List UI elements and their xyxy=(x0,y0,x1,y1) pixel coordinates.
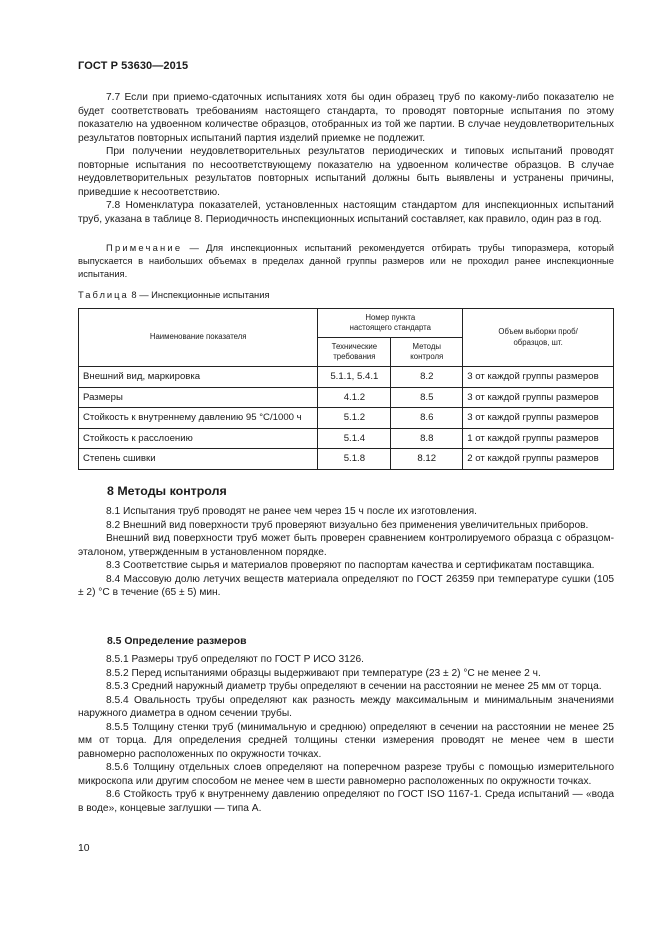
paragraph: 8.5.6 Толщину отдельных слоев определяют на поперечном разрезе трубы с помощью измерительного микроскопа или другим способом не менее чем в шести равномерно расположенных по окружности точках. xyxy=(78,762,614,787)
cell-name: Степень сшивки xyxy=(79,449,318,470)
cell-tech: 5.1.1, 5.4.1 xyxy=(318,367,391,388)
paragraph: 8.5.5 Толщину стенки труб (минимальную и среднюю) определяют в сечении на расстоянии не менее 25 мм от торца. Для определения средней толщины стенки измерения проводят не менее чем в шести равномерно расположенных по окружности точках. xyxy=(78,721,614,760)
cell-method: 8.12 xyxy=(391,449,463,470)
table-caption-label: Таблица xyxy=(78,289,129,300)
cell-volume: 3 от каждой группы размеров xyxy=(463,387,614,408)
header-name: Наименование показателя xyxy=(79,309,318,367)
table-row xyxy=(79,387,614,408)
cell-volume: 2 от каждой группы размеров xyxy=(463,449,614,470)
cell-name: Стойкость к расслоению xyxy=(79,428,318,449)
table-caption xyxy=(78,289,270,300)
table-row xyxy=(79,408,614,429)
paragraph: 8.6 Стойкость труб к внутреннему давлению определяют по ГОСТ ISO 1167-1. Среда испытаний — «вода в воде», концевые заглушки — типа А. xyxy=(78,789,614,814)
paragraph: 7.8 Номенклатура показателей, установленных настоящим стандартом для инспекционных испытаний труб, указана в таблице 8. Периодичность инспекционных испытаний составляет, как правило, один раз в год. xyxy=(78,200,614,225)
paragraph: 8.3 Соответствие сырья и материалов проверяют по паспортам качества и сертификатам поставщика. xyxy=(106,560,595,571)
cell-name: Стойкость к внутреннему давлению 95 °С/1000 ч xyxy=(79,408,318,429)
cell-tech: 5.1.4 xyxy=(318,428,391,449)
note-text: — Для инспекционных испытаний рекомендуется отбирать трубы типоразмера, который выпускается в наибольших объемах в пределах данной группы размеров или не проходил ранее инспекционные испытания. xyxy=(78,242,614,279)
cell-method: 8.6 xyxy=(391,408,463,429)
paragraph: Внешний вид поверхности труб может быть проверен сравнением контролируемого образца с образцом-эталоном, утвержденным в установленном порядке. xyxy=(78,533,614,558)
table-row xyxy=(79,428,614,449)
note xyxy=(78,241,614,280)
paragraph: 8.2 Внешний вид поверхности труб проверяют визуально без применения увеличительных приборов. xyxy=(106,519,589,531)
cell-method: 8.2 xyxy=(391,367,463,388)
paragraph: 8.5.4 Овальность трубы определяют как разность между максимальным и минимальным значениями наружного диаметра в одном сечении трубы. xyxy=(78,694,614,719)
cell-volume: 3 от каждой группы размеров xyxy=(463,367,614,388)
paragraph: 8.5.2 Перед испытаниями образцы выдерживают при температуре (23 ± 2) °С не менее 2 ч. xyxy=(106,667,541,679)
page-number: 10 xyxy=(78,843,90,854)
table-row xyxy=(79,449,614,470)
note-label: Примечание xyxy=(106,242,183,253)
header-item-number: Номер пункта настоящего стандарта xyxy=(318,309,463,338)
header-tech-req: Технические требования xyxy=(318,338,391,367)
inspection-tests-table xyxy=(78,308,614,470)
cell-method: 8.5 xyxy=(391,387,463,408)
table-caption-text: 8 — Инспекционные испытания xyxy=(128,289,270,300)
paragraph: 8.5.1 Размеры труб определяют по ГОСТ Р ИСО 3126. xyxy=(106,654,364,665)
cell-tech: 5.1.8 xyxy=(318,449,391,470)
header-sample-volume: Объем выборки проб/образцов, шт. xyxy=(463,309,614,367)
cell-name: Размеры xyxy=(79,387,318,408)
paragraph: 8.4 Массовую долю летучих веществ материала определяют по ГОСТ 26359 при температуре сушки (105 ± 2) °С в течение (65 ± 5) мин. xyxy=(78,573,614,598)
paragraph: 8.5.3 Средний наружный диаметр трубы определяют в сечении на расстоянии не менее 25 мм от торца. xyxy=(106,681,602,692)
subsection-8-5-text xyxy=(78,653,614,815)
paragraph: При получении неудовлетворительных результатов периодических и типовых испытаний проводят повторные испытания по несоответствующему показателю на удвоенном количестве образцов. В случае неудовлетворительных результатов повторных испытаний должны быть выявлены и устранены причины, приведшие к несоответствию. xyxy=(78,146,614,198)
clause-7-text xyxy=(78,91,614,226)
paragraph: 7.7 Если при приемо-сдаточных испытаниях хотя бы один образец труб по какому-либо показателю не будет соответствовать требованиям настоящего стандарта, то проводят повторные испытания по этому показателю на удвоенном количестве образцов, отобранных из той же партии. В случае неудовлетворительных результатов повторных испытаний партия изделий приемке не подлежит. xyxy=(78,92,614,144)
cell-volume: 3 от каждой группы размеров xyxy=(463,408,614,429)
cell-volume: 1 от каждой группы размеров xyxy=(463,428,614,449)
cell-method: 8.8 xyxy=(391,428,463,449)
section-title: 8 Методы контроля xyxy=(107,484,227,498)
cell-name: Внешний вид, маркировка xyxy=(79,367,318,388)
header-methods: Методы контроля xyxy=(391,338,463,367)
cell-tech: 4.1.2 xyxy=(318,387,391,408)
paragraph: 8.1 Испытания труб проводят не ранее чем через 15 ч после их изготовления. xyxy=(106,506,477,517)
section-8-text xyxy=(78,505,614,600)
table-row xyxy=(79,367,614,388)
document-code: ГОСТ Р 53630—2015 xyxy=(78,60,189,72)
cell-tech: 5.1.2 xyxy=(318,408,391,429)
subsection-title: 8.5 Определение размеров xyxy=(107,636,247,647)
